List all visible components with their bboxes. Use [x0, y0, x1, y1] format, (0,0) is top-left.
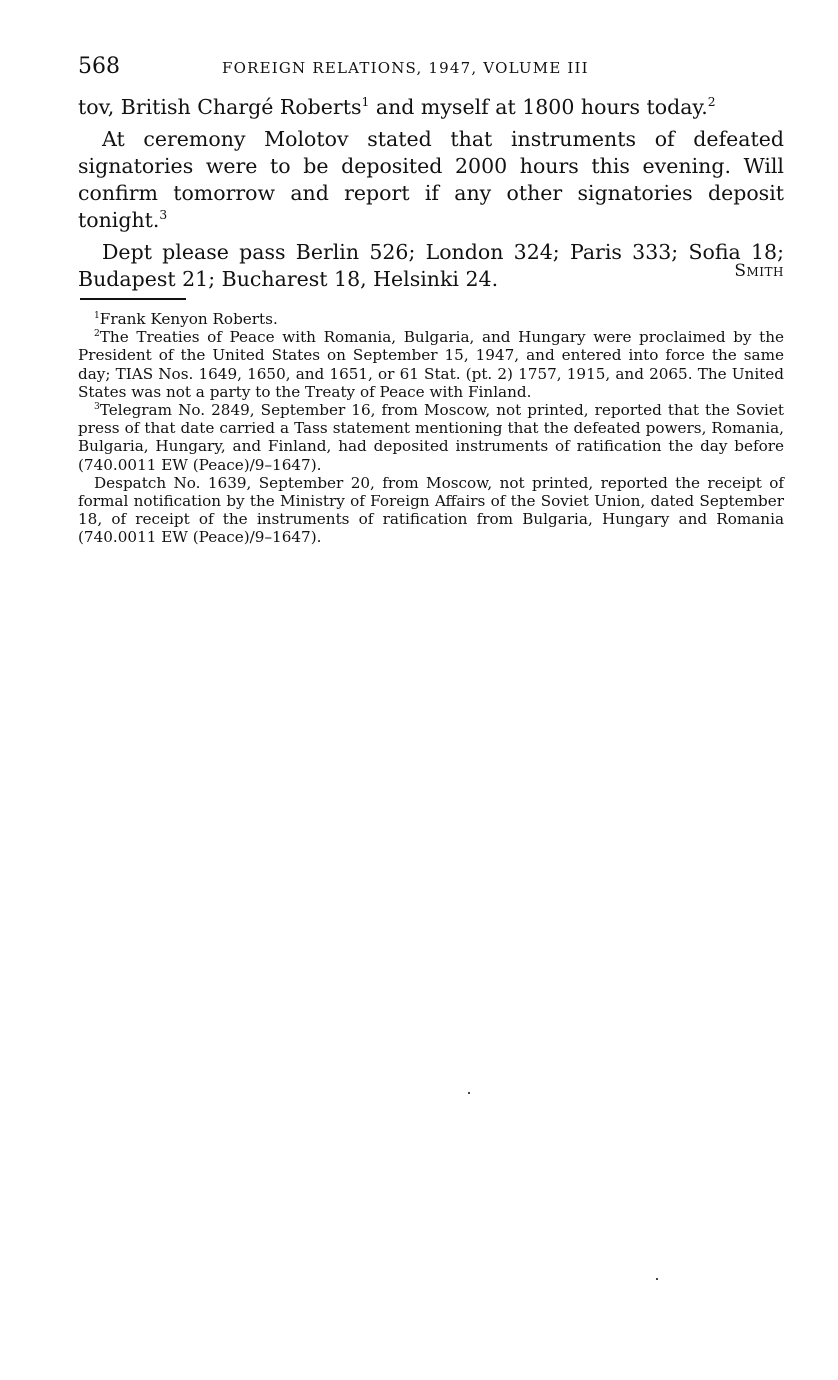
paragraph: [78, 94, 784, 121]
footnote-ref: 2: [707, 95, 716, 110]
footnote-number: 3: [94, 401, 100, 412]
footnote: [78, 310, 784, 328]
footnote-ref: 1: [361, 95, 370, 110]
footnote: [78, 401, 784, 474]
signature: Smith: [734, 261, 784, 281]
footnote-text: Despatch No. 1639, September 20, from Moscow, not printed, reported the receipt of formal notification by the Ministry of Foreign Affairs of the Soviet Union, dated September 18, of receipt of the instruments of ratification from Bulgaria, Hungary and Romania (740.0011 EW (Peace)/9–1647).: [78, 473, 784, 547]
scan-speck: [656, 1278, 658, 1280]
footnote-ref: 3: [159, 208, 168, 223]
footnote-number: 1: [94, 310, 100, 321]
paragraph-text: tov, British Chargé Roberts: [78, 95, 362, 119]
footnote-divider: [80, 298, 186, 300]
footnote-number: 2: [94, 329, 100, 340]
paragraph: [78, 126, 784, 234]
paragraph-text: At ceremony Molotov stated that instruments of defeated signatories were to be deposited 2000 hours this evening. Will confirm tomorrow and report if any other signatories deposit tonight.: [78, 127, 784, 232]
paragraph-text: Dept please pass Berlin 526; London 324; Paris 333; Sofia 18; Budapest 21; Bucharest 18, Helsinki 24.: [78, 240, 784, 291]
paragraph: [78, 239, 784, 293]
scan-speck: [468, 1092, 470, 1094]
footnote: [78, 474, 784, 547]
footnotes: [78, 310, 784, 547]
paragraph-text: and myself at 1800 hours today.: [369, 95, 708, 119]
footnote: [78, 328, 784, 401]
running-head: FOREIGN RELATIONS, 1947, VOLUME III: [222, 59, 589, 77]
footnote-text: Telegram No. 2849, September 16, from Moscow, not printed, reported that the Soviet press of that date carried a Tass statement mentioning that the defeated powers, Romania, Bulgaria, Hungary, and Finland, had deposited instruments of ratification the day before (740.0011 EW (Peace)/9–1647).: [78, 401, 784, 474]
page-header: [78, 52, 784, 86]
body-text: [78, 94, 784, 298]
footnote-text: Frank Kenyon Roberts.: [99, 310, 278, 328]
page-number: 568: [78, 54, 120, 79]
footnote-text: The Treaties of Peace with Romania, Bulgaria, and Hungary were proclaimed by the President of the United States on September 15, 1947, and entered into force the same day; TIAS Nos. 1649, 1650, and 1651, or 61 Stat. (pt. 2) 1757, 1915, and 2065. The United States was not a party to the Treaty of Peace with Finland.: [78, 328, 784, 401]
